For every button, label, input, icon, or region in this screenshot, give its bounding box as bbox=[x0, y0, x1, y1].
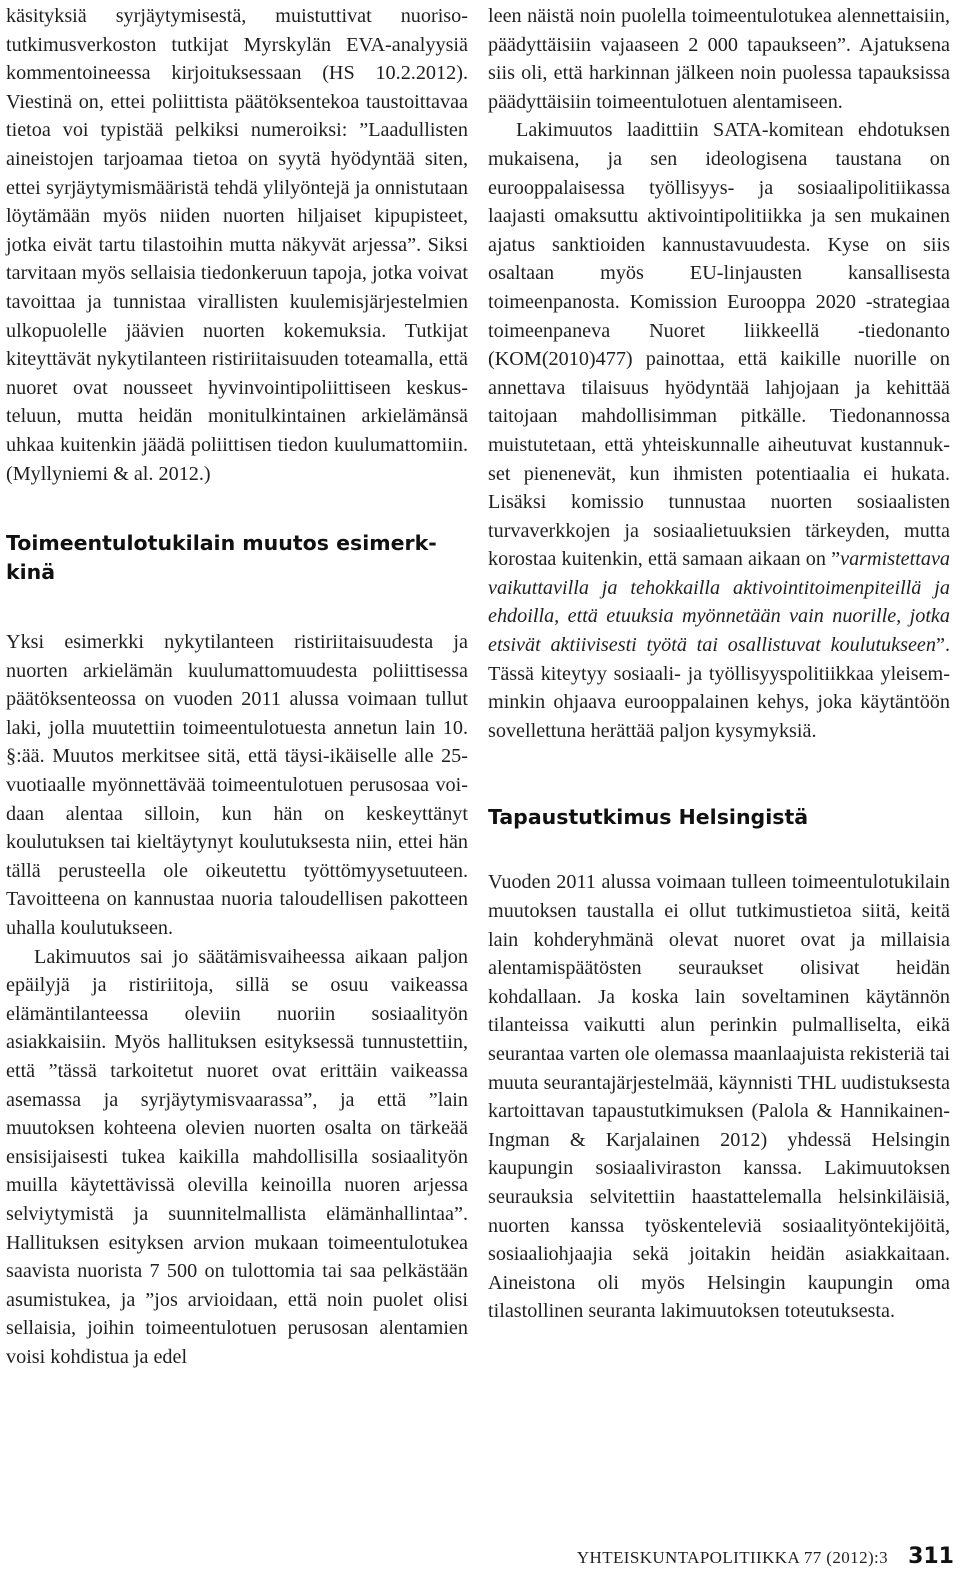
body-text: Lakimuutos laadittiin SATA-komitean ehdotuksen mukaisena, ja sen ideologisena taustana on eurooppalaisessa työllisyys- ja sosiaalipolitiikassa laajasti omaksuttu aktivointipolitiikka ja sen mukainen ajatus sanktioiden kannustavuudesta. Kyse on siis osaltaan myös EU-linjausten kansallisesta toimeenpanosta. Komission Eurooppa 2020 -strategiaa toimeenpaneva Nuoret liikkeellä -tiedonanto (KOM(2010)477) painottaa, että kaikille nuorille on annettava tilaisuus hyödyntää lahjojaan ja kehittää taitojaan mahdollisimman pitkälle. Tiedonannossa muistutetaan, että yhteiskunnalle aiheutuvat kustannukset pienenevät, kun ihmisten potentiaalia ei hukata. Lisäksi komissio tunnustaa nuorten sosiaalisten turvaverkkojen ja sosiaalietuuksien tärkeyden, mutta korostaa kuitenkin, että samaan aikaan on ” bbox=[488, 119, 950, 571]
body-text: ”. Tässä kiteytyy sosiaali- ja työllisyyspolitiikkaa yleisemminkin ohjaava eurooppalainen kehys, joka käytäntöön sovellettuna herättää paljon kysymyksiä. bbox=[488, 634, 950, 742]
section-heading: Toimeentulotukilain muutos esimerkkinä bbox=[6, 531, 437, 585]
body-paragraph: leen näistä noin puolella toimeentulotukea alennettaisiin, päädyttäisiin vajaaseen 2 000 tapaukseen”. Ajatuksena siis oli, että harkinnan jälkeen noin puolessa tapauksissa päädyttäisiin toimeentulotuen alentamiseen. bbox=[488, 5, 950, 113]
body-paragraph: käsityksiä syrjäytymisestä, muistuttivat nuorisotutkimusverkoston tutkijat Myrskylän EVA-analyysiä kommentoineessa kirjoituksessaan (HS 10.2.2012). Viestinä on, ettei poliittista päätöksentekoa taustoittavaa tietoa voi typistää pelkiksi numeroiksi: ”Laadullisten aineistojen tarjoamaa tietoa on syytä hyödyntää siten, ettei syrjäytymismääristä tehdä ylilyöntejä ja onnistutaan löytämään myös niiden nuorten hiljaiset kipupisteet, jotka eivät tartu tilastoihin mutta näkyvät arjessa”. Siksi tarvitaan myös sellaisia tiedonkeruun tapoja, jotka voivat tavoittaa ja tunnistaa virallisten kuulemisjärjestelmien ulkopuolelle jäävien nuorten kokemuksia. Tutkijat kiteyttävät nykytilanteen ristiriitaisuuden toteamalla, että nuoret ovat nousseet hyvinvointipoliittiseen keskusteluun, mutta heidän monitulkintainen arkielämänsä uhkaa kuitenkin jäädä poliittisen tiedon kuulumattomiin. (Myllyniemi & al. 2012.) bbox=[6, 5, 468, 485]
page-footer bbox=[0, 1544, 954, 1569]
body-paragraph: Vuoden 2011 alussa voimaan tulleen toimeentulotukilain muutoksen taustalla ei ollut tutkimustietoa siitä, keitä lain kohderyhmänä olevat nuoret ovat ja millaisia alentamispäätösten seuraukset olisivat heidän kohdallaan. Ja koska lain soveltaminen käytännön tilanteissa vaikutti alun perinkin pulmalliselta, eikä seurantaa varten ole olemassa maanlaajuista rekisteriä tai muuta seurantajärjestelmää, käynnisti THL uudistuksesta kartoittavan tapaustutkimuksen (Palola & Hannikainen-Ingman & Karjalainen 2012) yhdessä Helsingin kaupungin sosiaaliviraston kanssa. Lakimuutoksen seurauksia selvitettiin haastattelemalla helsinkiläisiä, nuorten kanssa työskenteleviä sosiaalityöntekijöitä, sosiaaliohjaajia sekä joitakin heidän asiakkaitaan. Aineistona oli myös Helsingin kaupungin oma tilastollinen seuranta lakimuutoksen toteutuksesta. bbox=[488, 871, 950, 1323]
journal-citation: YHTEISKUNTAPOLITIIKKA 77 (2012):3 bbox=[576, 1548, 889, 1567]
section-heading: Tapaustutkimus Helsingistä bbox=[488, 805, 809, 830]
left-column bbox=[6, 2, 468, 1372]
body-paragraph bbox=[488, 116, 950, 745]
body-paragraph: Yksi esimerkki nykytilanteen ristiriitaisuudesta ja nuorten arkielämän kuulumattomuudesta poliittisessa päätöksenteossa on vuoden 2011 alussa voimaan tullut laki, jolla muutettiin toimeentulotuesta annetun lain 10. §:ää. Muutos merkitsee sitä, että täysi-ikäiselle alle 25-vuotiaalle myönnettävää toimeentulotuen perusosaa voidaan alentaa silloin, kun hän on keskeyttänyt koulutuksen tai kieltäytynyt koulutuksesta niin, ettei hän tällä perusteella ole oikeutettu työttömyysetuuteen. Tavoitteena on kannustaa nuoria taloudellisen pakotteen uhalla koulutukseen. bbox=[6, 631, 468, 940]
quoted-italic-text: varmistettava vaikuttavilla ja tehokkailla aktivointitoimenpiteillä ja ehdoilla, että etuuksia myönnetään vain nuorille, jotka etsivät aktiivisesti työtä tai osallistuvat koulutukseen bbox=[488, 548, 950, 657]
right-column bbox=[488, 2, 950, 1326]
page-number: 311 bbox=[908, 1544, 954, 1569]
body-paragraph: Lakimuutos sai jo säätämisvaiheessa aikaan paljon epäilyjä ja ristiriitoja, sillä se osuu vaikeassa elämäntilanteessa oleviin nuoriin sosiaalityön asiakkaisiin. Myös hallituksen esityksessä tunnustettiin, että ”tässä tarkoitetut nuoret ovat erittäin vaikeassa asemassa ja syrjäytymisvaarassa”, ja että ”lain muutoksen kohteena olevien nuorten osalta on tärkeää ensisijaisesti tukea kaikilla mahdollisilla sosiaalityön muilla käytettävissä olevilla keinoilla nuoren arjessa selviytymistä ja suunnitelmallista elämänhallintaa”. Hallituksen esityksen arvion mukaan toimeentulotukea saavista nuorista 7 500 on tulottomia tai saa pelkästään asumistukea, ja ”jos arvioidaan, että noin puolet olisi sellaisia, joihin toimeentulotuen perusosan alentamien voisi kohdistua ja edel bbox=[6, 945, 468, 1368]
